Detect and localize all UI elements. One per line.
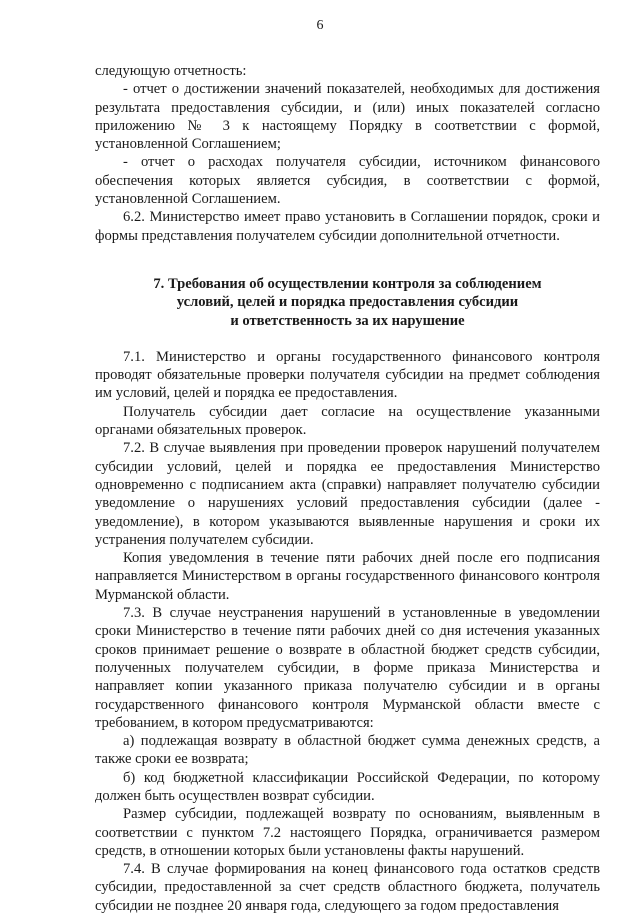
paragraph: 7.2. В случае выявления при проведении проверок нарушений получателем субсидии условий, целей и порядка ее предоставления Министерство одновременно с подписанием акта (справки) направляет получателю субсидии уведомление о нарушениях условий предоставления субсидии (далее - уведомление), в котором указываются выявленные нарушения и сроки их устранения получателем субсидии. bbox=[95, 440, 600, 548]
page-number: 6 bbox=[316, 18, 324, 33]
paragraph: Получатель субсидии дает согласие на осуществление указанными органами обязательных проверок. bbox=[95, 403, 600, 439]
paragraph: Копия уведомления в течение пяти рабочих дней после его подписания направляется Министерством в органы государственного финансового контроля Мурманской области. bbox=[95, 550, 600, 603]
document-body bbox=[95, 62, 600, 915]
paragraph: Размер субсидии, подлежащей возврату по основаниям, выявленным в соответствии с пунктом 7.2 настоящего Порядка, ограничивается размером средств, в отношении которых были установлены факты нарушений. bbox=[95, 806, 600, 859]
section-7-body bbox=[95, 348, 600, 915]
paragraph: следующую отчетность: bbox=[95, 63, 247, 79]
section-7-heading-line-2: условий, целей и порядка предоставления субсидии bbox=[176, 294, 519, 311]
paragraph: а) подлежащая возврату в областной бюджет сумма денежных средств, а также сроки ее возврата; bbox=[95, 733, 600, 768]
paragraph: - отчет о достижении значений показателей, необходимых для достижения результата предоставления субсидии, и (или) иных показателей согласно приложению № 3 к настоящему Порядку в соответствии с формой, установленной Соглашением; bbox=[95, 81, 600, 153]
section-7-heading-line-1: 7. Требования об осуществлении контроля за соблюдением bbox=[153, 275, 542, 292]
paragraph: - отчет о расходах получателя субсидии, источником финансового обеспечения которых является субсидия, в соответствии с формой, установленной Соглашением. bbox=[95, 154, 600, 208]
paragraph: 6.2. Министерство имеет право установить в Соглашении порядок, сроки и формы представления получателем субсидии дополнительной отчетности. bbox=[95, 209, 600, 244]
section-7-heading-line-3: и ответственность за их нарушение bbox=[230, 312, 465, 329]
paragraph: 7.3. В случае неустранения нарушений в установленные в уведомлении сроки Министерство в течение пяти рабочих дней со дня истечения указанных сроков принимает решение о возврате в областной бюджет средств субсидии, полученных получателем субсидии, в форме приказа Министерства и направляет копии указанного приказа получателю субсидии и в органы государственного финансового контроля Мурманской области вместе с требованием, в котором предусматриваются: bbox=[95, 605, 600, 731]
paragraph: 7.1. Министерство и органы государственного финансового контроля проводят обязательные проверки получателя субсидии на предмет соблюдения им условий, целей и порядка ее предоставления. bbox=[95, 348, 600, 402]
section-6-continuation bbox=[95, 62, 600, 245]
paragraph: 7.4. В случае формирования на конец финансового года остатков средств субсидии, предоставленной за счет средств областного бюджета, получатель субсидии не позднее 20 января года, следующего за годом предоставления bbox=[95, 861, 600, 914]
paragraph: б) код бюджетной классификации Российской Федерации, по которому должен быть осуществлен возврат субсидии. bbox=[95, 769, 600, 804]
